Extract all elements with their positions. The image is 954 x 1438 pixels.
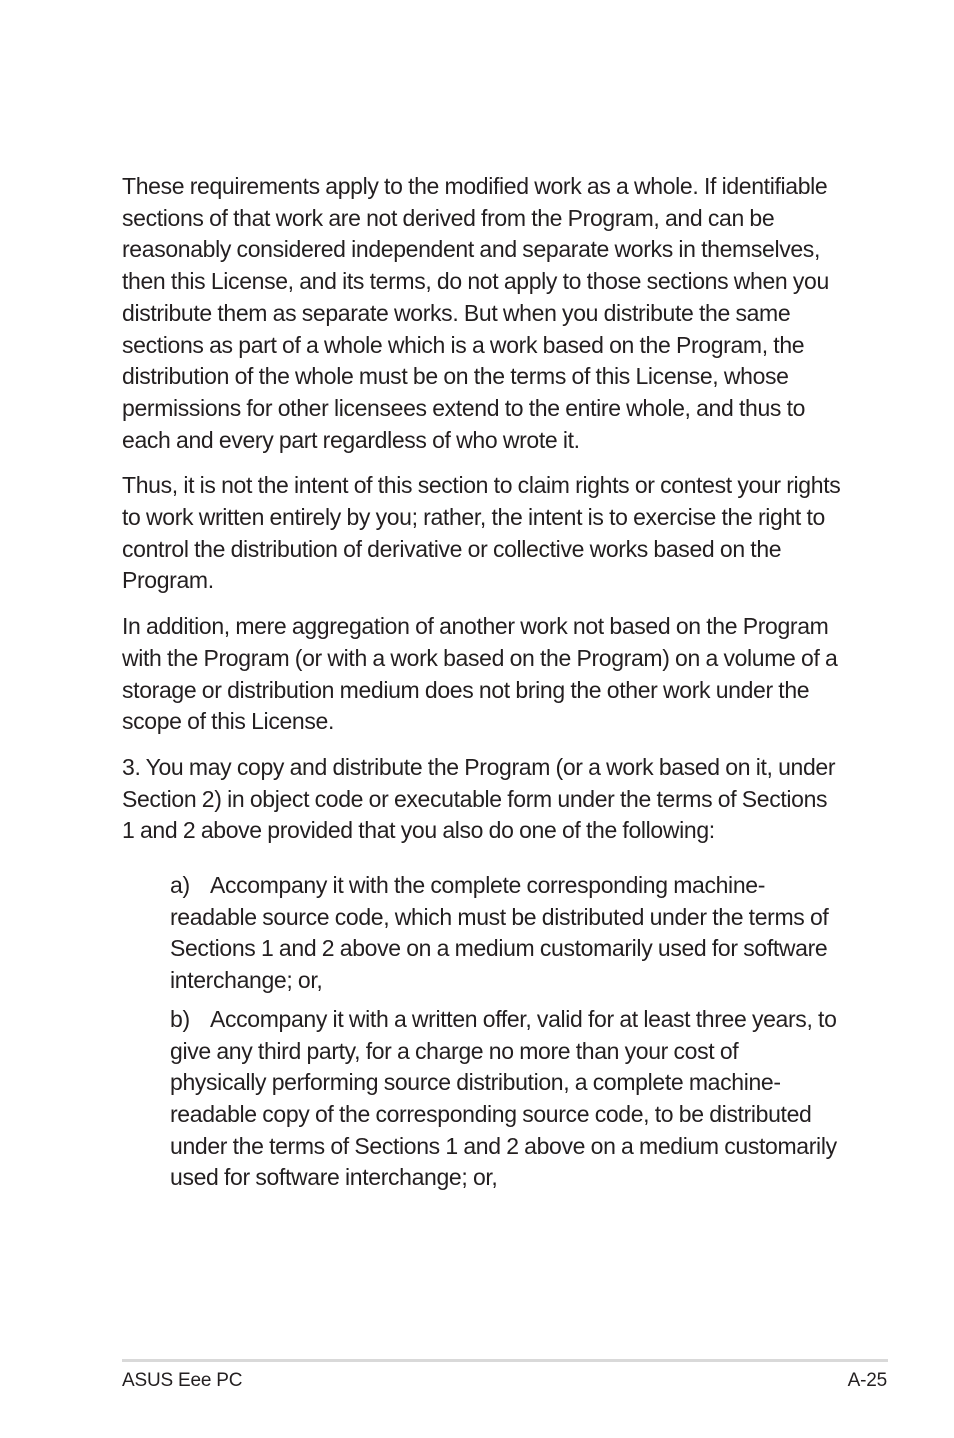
footer-divider — [122, 1359, 888, 1362]
options-list — [170, 870, 840, 1194]
paragraph-section-3: 3. You may copy and distribute the Program (or a work based on it, under Section 2) in object code or executable form under the terms of Sections 1 and 2 above provided that you also do one of the following: — [122, 753, 836, 844]
list-item-text: Accompany it with the complete corresponding machine-readable source code, which must be distributed under the terms of Sections 1 and 2 above on a medium customarily used for software interchange; or, — [170, 872, 829, 994]
list-item — [170, 870, 840, 997]
list-item-text: Accompany it with a written offer, valid for at least three years, to give any third party, for a charge no more than your cost of physically performing source distribution, a complete machine-readable copy of the corresponding source code, to be distributed under the terms of Sections 1 and 2 above on a medium customarily used for software interchange; or, — [170, 1005, 837, 1191]
footer-product-name: ASUS Eee PC — [122, 1370, 243, 1391]
list-marker: a) — [170, 872, 190, 899]
list-marker: b) — [170, 1005, 190, 1032]
paragraph-intent: Thus, it is not the intent of this section to claim rights or contest your rights to work written entirely by you; rather, the intent is to exercise the right to control the distribution of derivative or collective works based on the Program. — [122, 472, 841, 594]
paragraph-modified-work: These requirements apply to the modified work as a whole. If identifiable sections of that work are not derived from the Program, and can be reasonably considered independent and separate works in themselves, then this License, and its terms, do not apply to those sections when you distribute them as separate works. But when you distribute the same sections as part of a whole which is a work based on the Program, the distribution of the whole must be on the terms of this License, whose permissions for other licensees extend to the entire whole, and thus to each and every part regardless of who wrote it. — [122, 173, 829, 453]
paragraph-aggregation: In addition, mere aggregation of another work not based on the Program with the Program (or with a work based on the Program) on a volume of a storage or distribution medium does not bring the other work under the scope of this License. — [122, 613, 838, 735]
footer-page-number: A-25 — [847, 1370, 887, 1391]
list-item — [170, 1004, 840, 1194]
document-body — [122, 171, 842, 1201]
